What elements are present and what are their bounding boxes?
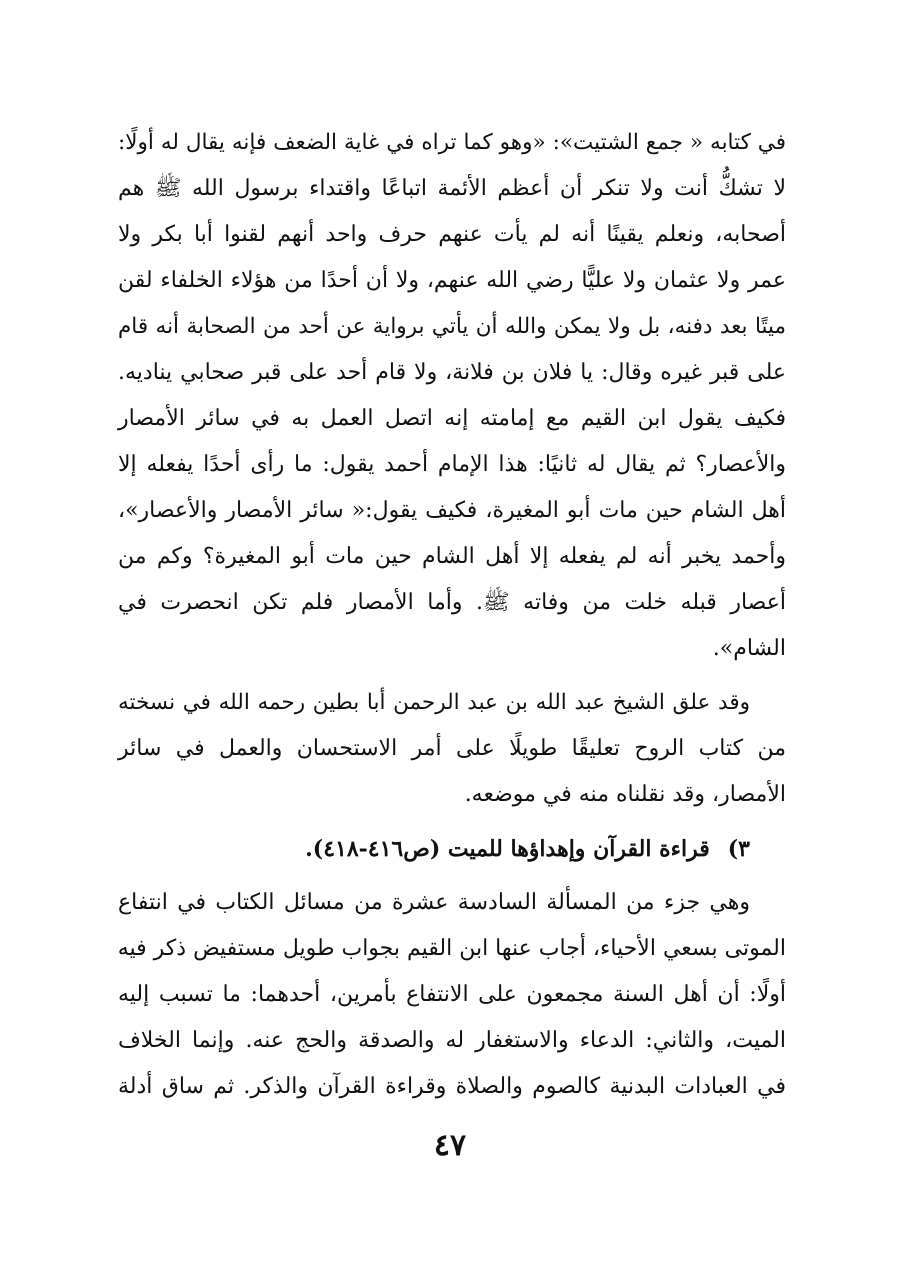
page-body [118,120,786,1110]
text-line: الشام». [712,636,786,661]
text-line: الميت، والثاني: الدعاء والاستغفار له والصدقة والحج عنه. وإنما الخلاف [118,1028,786,1053]
text-line: الموتى بسعي الأحياء، أجاب عنها ابن القيم بجواب طويل مستفيض ذكر فيه [117,936,786,961]
text-line: وهي جزء من المسألة السادسة عشرة من مسائل الكتاب في انتفاع [118,890,750,915]
text-line: الأمصار، وقد نقلناه منه في موضعه. [464,782,786,807]
page-number: ٤٧ [433,1128,467,1163]
spacer [118,672,786,680]
text-line: وأحمد يخبر أنه لم يفعله إلا أهل الشام حين مات أبو المغيرة؟ وكم من [118,544,786,569]
text-line: في العبادات البدنية كالصوم والصلاة وقراءة القرآن والذكر. ثم ساق أدلة [118,1074,786,1099]
text-line: لا تشكُّ أنت ولا تنكر أن أعظم الأئمة اتباعًا واقتداء برسول الله ﷺ هم [118,176,786,201]
section-heading [118,826,786,872]
text-line: أهل الشام حين مات أبو المغيرة، فكيف يقول:« سائر الأمصار والأعصار»، [118,498,786,523]
text-line: في كتابه « جمع الشتيت»: «وهو كما تراه في غاية الضعف فإنه يقال له أولًا: [118,130,786,155]
text-line: أصحابه، ونعلم يقينًا أنه لم يأت عنهم حرف واحد أنهم لقنوا أبا بكر ولا [118,222,786,247]
spacer [118,872,786,880]
section-number: ٣) [727,836,750,862]
text-line: على قبر غيره وقال: يا فلان بن فلانة، ولا قام أحد على قبر صحابي يناديه. [118,360,786,385]
paragraph-section-body [118,880,786,1110]
text-line: والأعصار؟ ثم يقال له ثانيًا: هذا الإمام أحمد يقول: ما رأى أحدًا يفعله إلا [118,452,786,477]
text-line: من كتاب الروح تعليقًا طويلًا على أمر الاستحسان والعمل في سائر [118,736,786,761]
section-title: قراءة القرآن وإهداؤها للميت (ص٤١٦-٤١٨). [305,836,710,862]
text-line: أعصار قبله خلت من وفاته ﷺ. وأما الأمصار فلم تكن انحصرت في [118,590,786,615]
spacer [118,818,786,826]
text-line: فكيف يقول ابن القيم مع إمامته إنه اتصل العمل به في سائر الأمصار [118,406,786,431]
paragraph-quote [118,120,786,672]
text-line: ميتًا بعد دفنه، بل ولا يمكن والله أن يأتي برواية عن أحد من الصحابة أنه قام [118,314,786,339]
text-line: عمر ولا عثمان ولا عليًّا رضي الله عنهم، ولا أن أحدًا من هؤلاء الخلفاء لقن [118,268,786,293]
text-line: أولًا: أن أهل السنة مجمعون على الانتفاع بأمرين، أحدهما: ما تسبب إليه [118,982,786,1007]
text-line: وقد علق الشيخ عبد الله بن عبد الرحمن أبا بطين رحمه الله في نسخته [118,690,750,715]
paragraph-commentary [118,680,786,818]
